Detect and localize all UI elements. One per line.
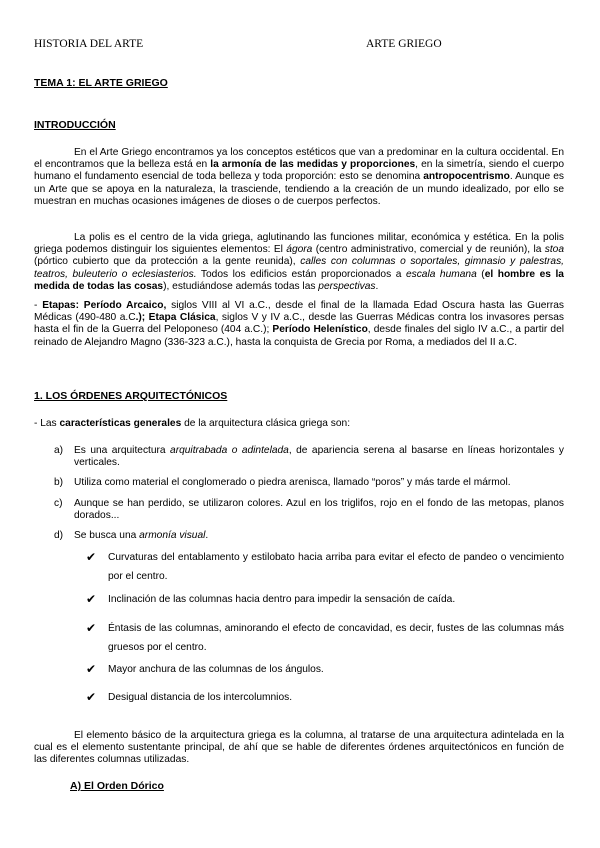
header-topic: ARTE GRIEGO — [366, 38, 442, 50]
intro-paragraph-2: La polis es el centro de la vida griega, aglutinando las funciones militar, económica y estética. En la polis griega podemos distinguir los siguientes elementos: El ágora (centro administrativo, comercial y de reunión), la stoa (pórtico cubierto que da protección a la gente reunida), calles con columnas o soportales, gimnasio y palestras, teatros, buleuterio o eclesiasterios. Todos los edificios están proporcionados a escala humana (el hombre es la medida de todas las cosas), estudiándose además todas las perspectivas. — [34, 232, 564, 292]
checkmark-icon: ✔ — [86, 690, 97, 704]
list-item: c) Aunque se han perdido, se utilizaron colores. Azul en los triglifos, rojo en el fondo de las metopas, planos dorados... — [54, 497, 564, 521]
subsection-title: A) El Orden Dórico — [70, 780, 164, 792]
intro-paragraph-3: - Etapas: Período Arcaico, siglos VIII al VI a.C., desde el final de la llamada Edad Oscura hasta las Guerras Médicas (490-480 a.C.); Etapa Clásica, siglos V y IV a.C., desde las Guerras Médicas contra los invasores persas hasta el fin de la Guerra del Peloponeso (404 a.C.); Período Helenístico, desde finales del siglo IV a.C., a partir del reinado de Alejandro Magno (336-323 a.C.), hasta la conquista de Grecia por Roma, a mediados del II a.C. — [34, 300, 565, 348]
characteristics-list — [54, 445, 564, 542]
list-item: d) Se busca una armonía visual. — [54, 530, 209, 542]
check-item: ✔ Curvaturas del entablamento y estilobato hacia arriba para evitar el efecto de pandeo o vencimiento por el centro. — [86, 550, 564, 582]
section-1-title: 1. LOS ÓRDENES ARQUITECTÓNICOS — [34, 390, 228, 402]
intro-title: INTRODUCCIÓN — [34, 119, 116, 131]
check-item: ✔ Desigual distancia de los intercolumnios. — [86, 688, 564, 707]
tema-title: TEMA 1: EL ARTE GRIEGO — [34, 77, 168, 89]
check-item: ✔ Mayor anchura de las columnas de los ángulos. — [86, 660, 564, 679]
checkmark-icon: ✔ — [86, 550, 97, 564]
checkmark-icon: ✔ — [86, 592, 97, 606]
list-item: a) Es una arquitectura arquitrabada o adintelada, de apariencia serena al basarse en líneas horizontales y verticales. — [54, 445, 564, 469]
check-item: ✔ Inclinación de las columnas hacia dentro para impedir la sensación de caída. — [86, 590, 564, 609]
closing-paragraph: El elemento básico de la arquitectura griega es la columna, al tratarse de una arquitectura adintelada en la cual es el elemento sustentante principal, de ahí que se hable de diferentes órdenes arquitectónicos en función de las diferentes columnas utilizadas. — [34, 730, 564, 766]
checkmark-icon: ✔ — [86, 621, 97, 635]
check-item: ✔ Éntasis de las columnas, aminorando el efecto de concavidad, es decir, fustes de las columnas más gruesos por el centro. — [86, 621, 564, 653]
intro-paragraph-1: En el Arte Griego encontramos ya los conceptos estéticos que van a predominar en la cultura occidental. En el encontramos que la belleza está en la armonía de las medidas y proporciones, en la simetría, siendo el cuerpo humano el fundamento esencial de toda belleza y toda proporción: esto se denomina antropocentrismo. Aunque es un Arte que se apoya en la naturaleza, la trasciende, tendiendo a la creación de un mundo idealizado, por ello se muestran en muchas ocasiones imágenes de dioses o de cuerpos perfectos. — [34, 147, 564, 207]
list-item: b) Utiliza como material el conglomerado o piedra arenisca, llamado “poros” y más tarde el mármol. — [54, 477, 511, 489]
section-1-lead: - Las características generales de la arquitectura clásica griega son: — [34, 418, 351, 429]
checkmark-icon: ✔ — [86, 662, 97, 676]
header-subject: HISTORIA DEL ARTE — [34, 38, 144, 50]
